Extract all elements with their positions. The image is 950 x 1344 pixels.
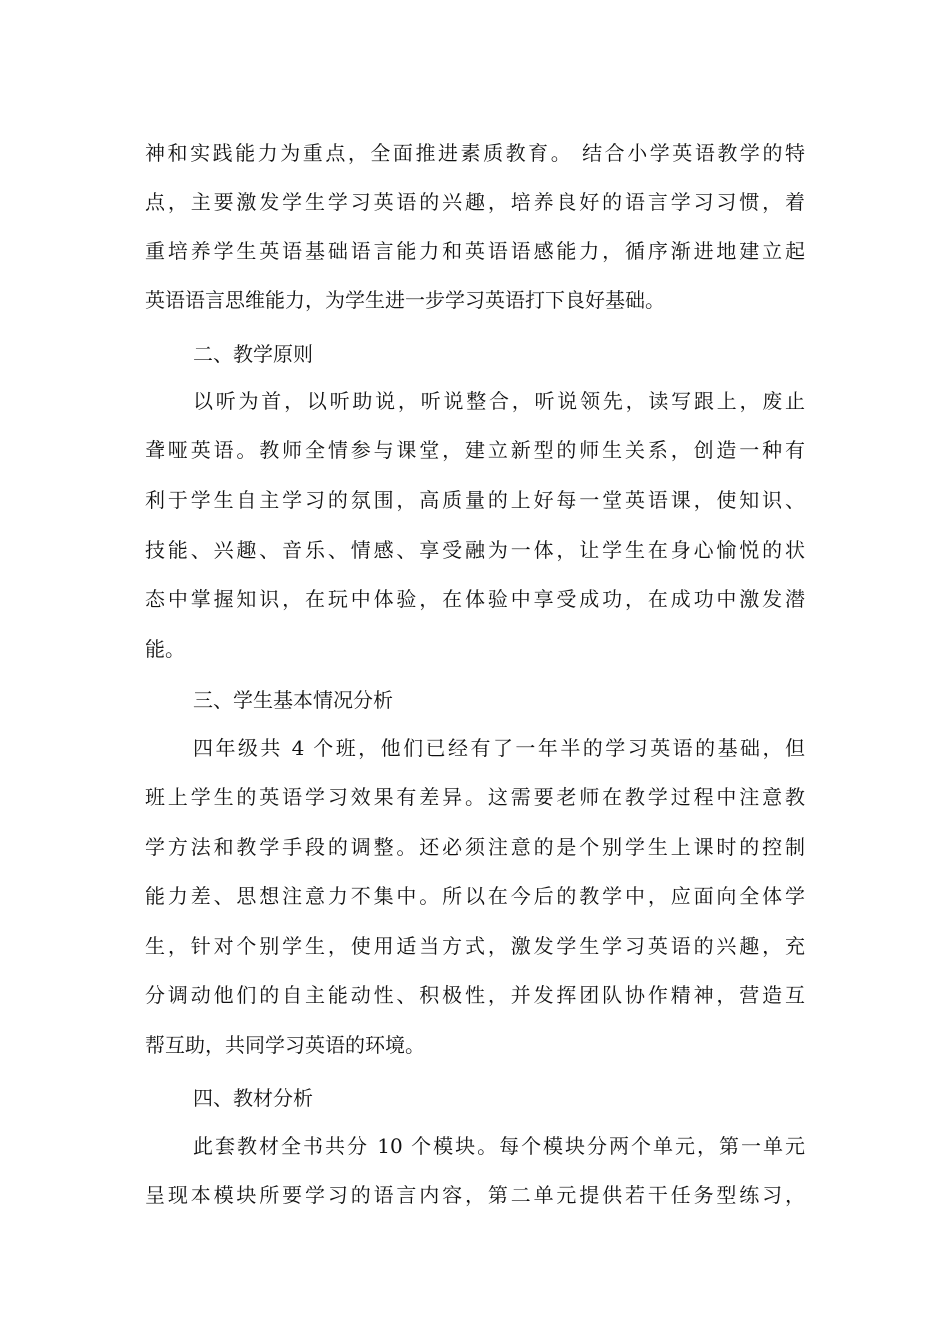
- text-line: 点，主要激发学生学习英语的兴趣，培养良好的语言学习习惯，着: [145, 190, 805, 214]
- text-line: 此套教材全书共分 10 个模块。每个模块分两个单元，第一单元: [193, 1134, 805, 1158]
- text-line: 聋哑英语。教师全情参与课堂，建立新型的师生关系，创造一种有: [145, 438, 805, 462]
- text-line: 四年级共 4 个班，他们已经有了一年半的学习英语的基础，但: [193, 736, 805, 760]
- text-line: 能力差、思想注意力不集中。所以在今后的教学中，应面向全体学: [145, 884, 805, 908]
- text-line: 班上学生的英语学习效果有差异。这需要老师在教学过程中注意教: [145, 785, 805, 809]
- text-line: 英语语言思维能力，为学生进一步学习英语打下良好基础。: [145, 288, 665, 312]
- section-heading: 二、教学原则: [193, 342, 313, 366]
- text-line: 神和实践能力为重点，全面推进素质教育。 结合小学英语教学的特: [145, 141, 805, 165]
- section-heading: 三、学生基本情况分析: [193, 688, 393, 712]
- text-line: 生，针对个别学生，使用适当方式，激发学生学习英语的兴趣，充: [145, 934, 805, 958]
- text-line: 以听为首，以听助说，听说整合，听说领先，读写跟上，废止: [193, 389, 805, 413]
- section-heading: 四、教材分析: [193, 1086, 313, 1110]
- text-line: 分调动他们的自主能动性、积极性，并发挥团队协作精神，营造互: [145, 983, 805, 1007]
- text-line: 态中掌握知识，在玩中体验，在体验中享受成功，在成功中激发潜: [145, 587, 805, 611]
- text-line: 技能、兴趣、音乐、情感、享受融为一体，让学生在身心愉悦的状: [145, 538, 805, 562]
- text-line: 帮互助，共同学习英语的环境。: [145, 1033, 425, 1057]
- text-line: 呈现本模块所要学习的语言内容，第二单元提供若干任务型练习，: [145, 1183, 805, 1207]
- text-line: 重培养学生英语基础语言能力和英语语感能力，循序渐进地建立起: [145, 239, 805, 263]
- text-line: 能。: [145, 637, 185, 661]
- text-line: 利于学生自主学习的氛围，高质量的上好每一堂英语课，使知识、: [145, 488, 805, 512]
- text-line: 学方法和教学手段的调整。还必须注意的是个别学生上课时的控制: [145, 835, 805, 859]
